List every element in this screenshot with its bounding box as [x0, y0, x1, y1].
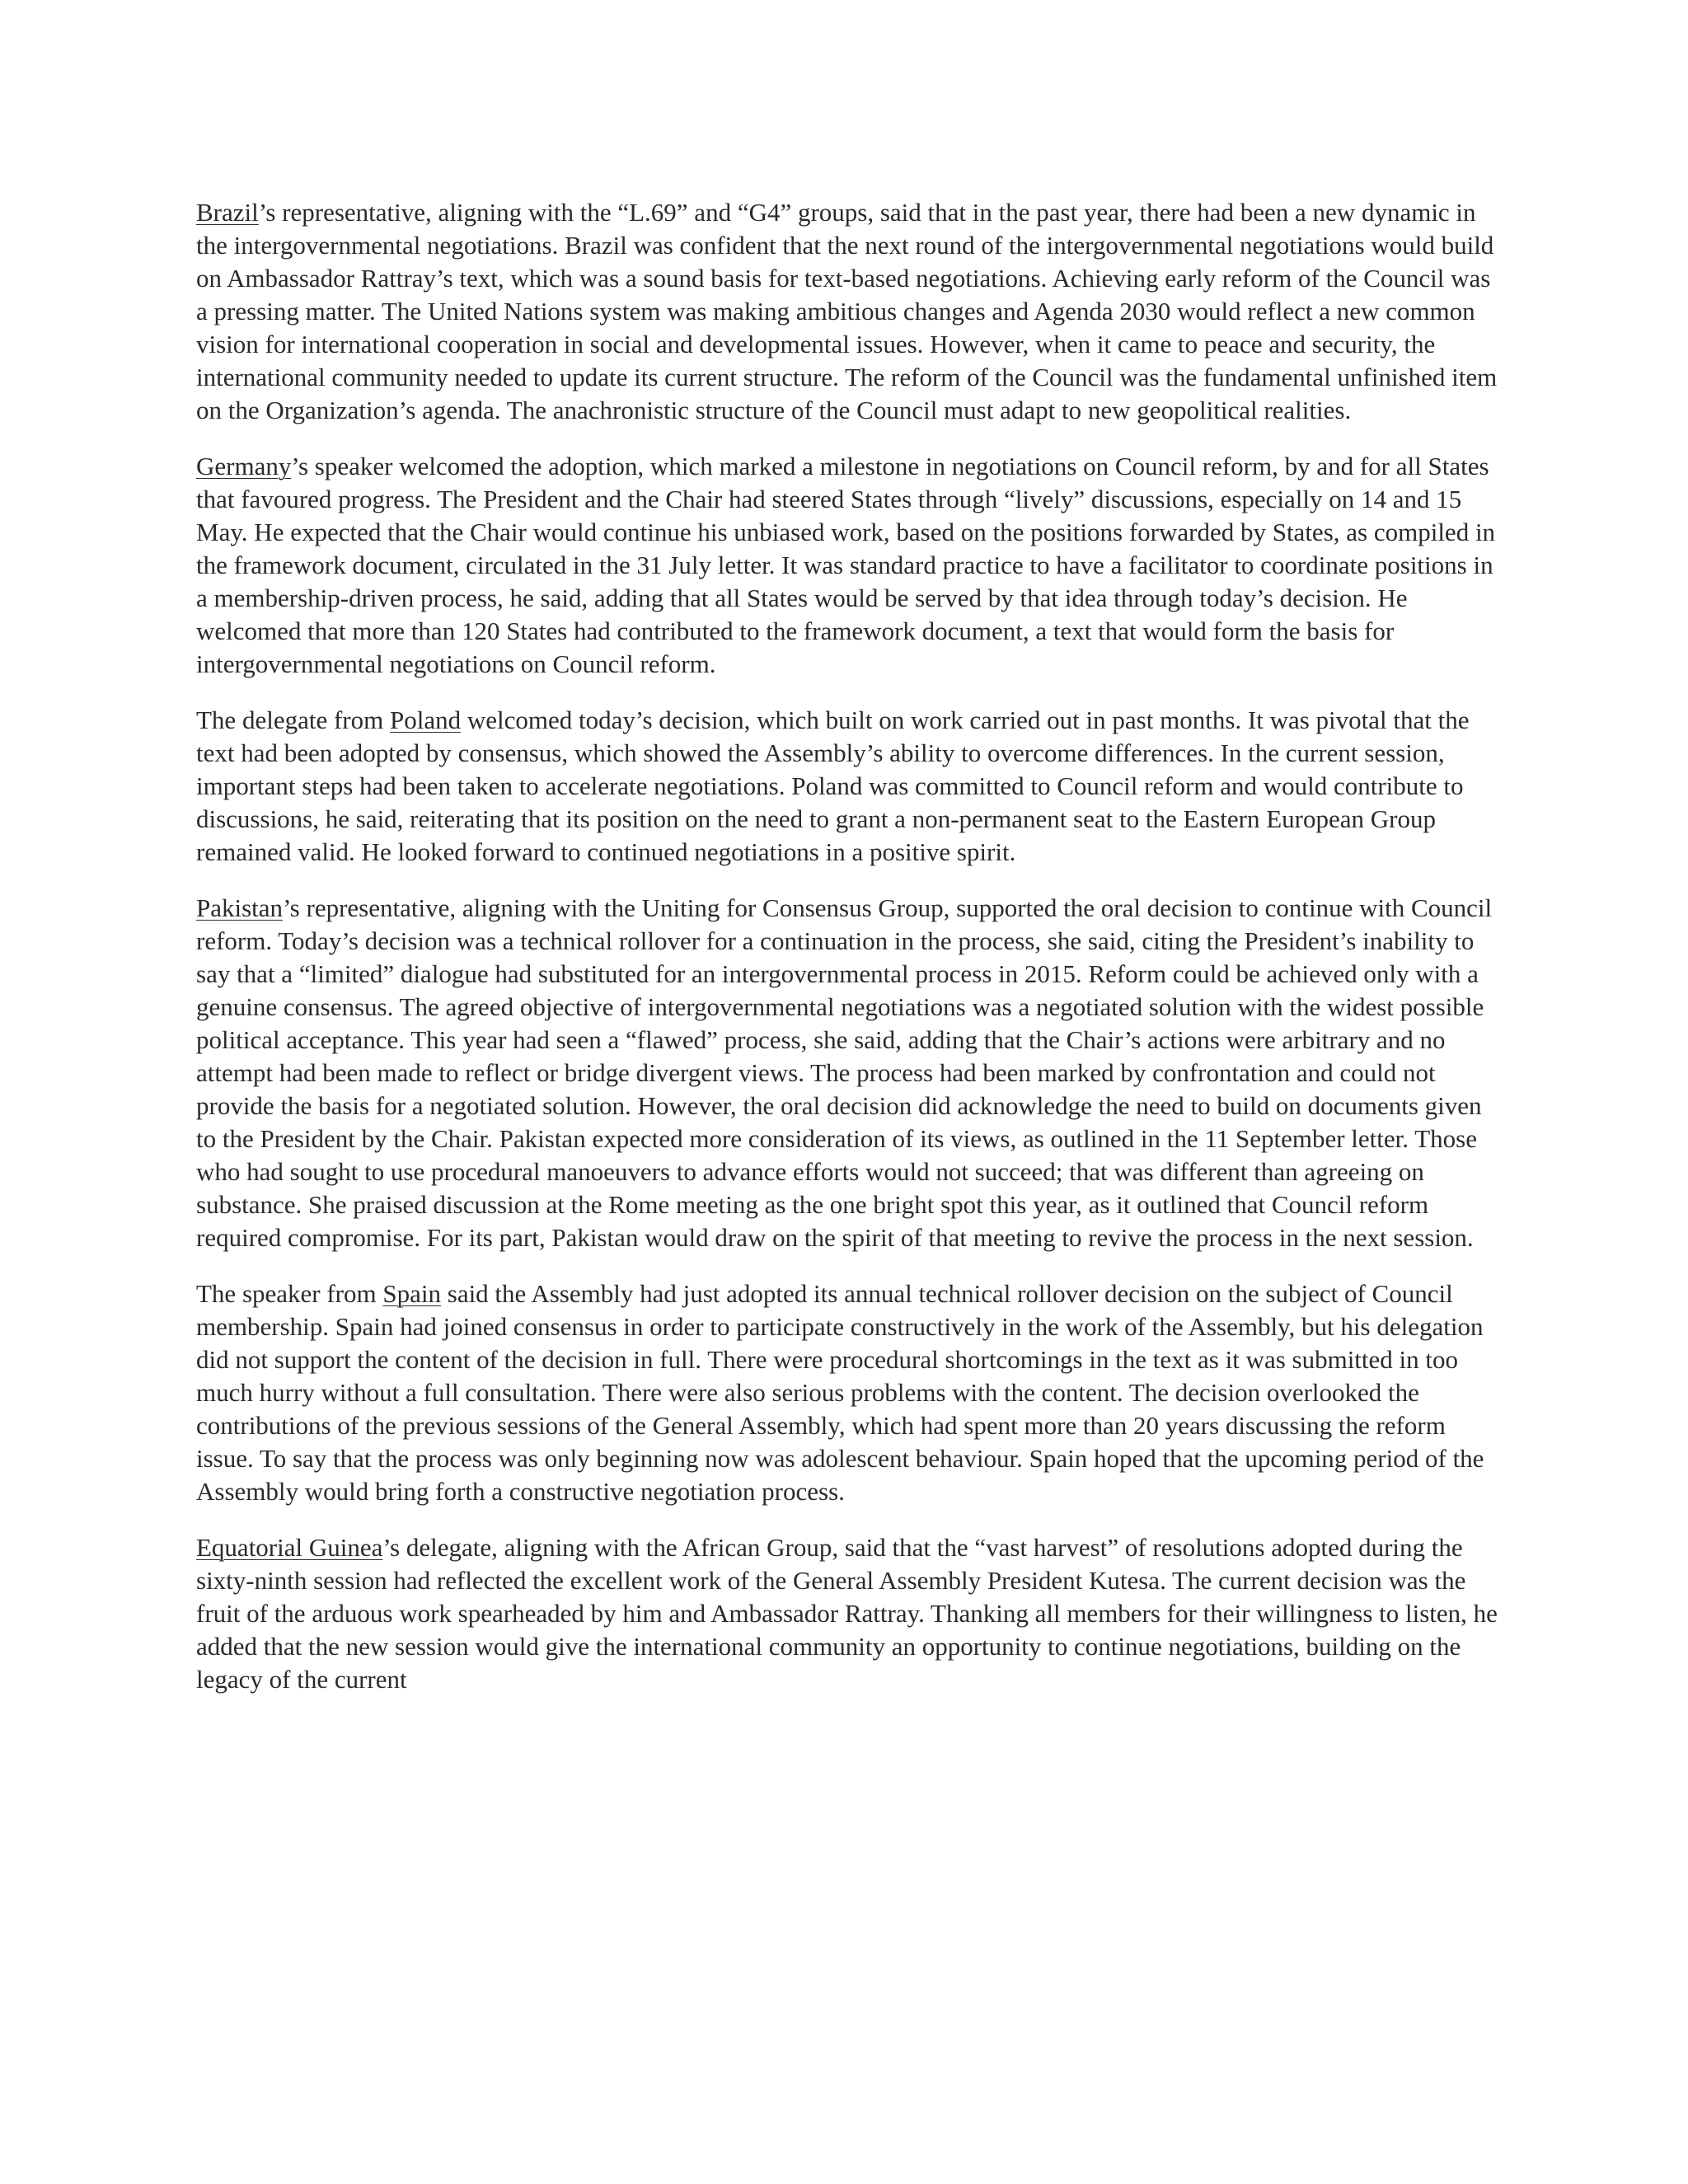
paragraph-equatorial-guinea [196, 1531, 1498, 1696]
paragraph-spain [196, 1277, 1498, 1508]
country-name-poland: Poland [389, 705, 462, 734]
paragraph-germany [196, 450, 1498, 681]
paragraph-body: ’s delegate, aligning with the African Group, said that the “vast harvest” of resolutions adopted during the sixty-ninth session had reflected the excellent work of the General Assembly President Kutesa. The current decision was the fruit of the arduous work spearheaded by him and Ambassador Rattray. Thanking all members for their willingness to listen, he added that the new session would give the international community an opportunity to continue negotiations, building on the legacy of the current [196, 1533, 1498, 1694]
paragraph-body: said the Assembly had just adopted its annual technical rollover decision on the subject of Council membership. Spain had joined consensus in order to participate constructively in the work of the Assembly, but his delegation did not support the content of the decision in full. There were procedural shortcomings in the text as it was submitted in too much hurry without a full consultation. There were also serious problems with the content. The decision overlooked the contributions of the previous sessions of the General Assembly, which had spent more than 20 years discussing the reform issue. To say that the process was only beginning now was adolescent behaviour. Spain hoped that the upcoming period of the Assembly would bring forth a constructive negotiation process. [196, 1279, 1484, 1506]
country-name-brazil: Brazil [196, 198, 259, 227]
paragraph-lead: The speaker from [196, 1279, 383, 1308]
country-name-germany: Germany [196, 452, 292, 480]
paragraph-lead: The delegate from [196, 705, 390, 734]
country-name-equatorial-guinea: Equatorial Guinea [196, 1533, 383, 1562]
paragraph-poland [196, 704, 1498, 869]
paragraph-body: welcomed today’s decision, which built on work carried out in past months. It was pivotal that the text had been adopted by consensus, which showed the Assembly’s ability to overcome differences. In the current session, important steps had been taken to accelerate negotiations. Poland was committed to Council reform and would contribute to discussions, he said, reiterating that its position on the need to grant a non-permanent seat to the Eastern European Group remained valid. He looked forward to continued negotiations in a positive spirit. [196, 705, 1470, 866]
country-name-spain: Spain [382, 1279, 441, 1308]
paragraph-body: ’s speaker welcomed the adoption, which marked a milestone in negotiations on Council reform, by and for all States that favoured progress. The President and the Chair had steered States through “lively” discussions, especially on 14 and 15 May. He expected that the Chair would continue his unbiased work, based on the positions forwarded by States, as compiled in the framework document, circulated in the 31 July letter. It was standard practice to have a facilitator to coordinate positions in a membership-driven process, he said, adding that all States would be served by that idea through today’s decision. He welcomed that more than 120 States had contributed to the framework document, a text that would form the basis for intergovernmental negotiations on Council reform. [196, 452, 1496, 678]
paragraph-body: ’s representative, aligning with the “L.69” and “G4” groups, said that in the past year, there had been a new dynamic in the intergovernmental negotiations. Brazil was confident that the next round of the intergovernmental negotiations would build on Ambassador Rattray’s text, which was a sound basis for text-based negotiations. Achieving early reform of the Council was a pressing matter. The United Nations system was making ambitious changes and Agenda 2030 would reflect a new common vision for international cooperation in social and developmental issues. However, when it came to peace and security, the international community needed to update its current structure. The reform of the Council was the fundamental unfinished item on the Organization’s agenda. The anachronistic structure of the Council must adapt to new geopolitical realities. [196, 198, 1498, 424]
document-page [196, 196, 1498, 1719]
paragraph-body: ’s representative, aligning with the Uniting for Consensus Group, supported the oral decision to continue with Council reform. Today’s decision was a technical rollover for a continuation in the process, she said, citing the President’s inability to say that a “limited” dialogue had substituted for an intergovernmental process in 2015. Reform could be achieved only with a genuine consensus. The agreed objective of intergovernmental negotiations was a negotiated solution with the widest possible political acceptance. This year had seen a “flawed” process, she said, adding that the Chair’s actions were arbitrary and no attempt had been made to reflect or bridge divergent views. The process had been marked by confrontation and could not provide the basis for a negotiated solution. However, the oral decision did acknowledge the need to build on documents given to the President by the Chair. Pakistan expected more consideration of its views, as outlined in the 11 September letter. Those who had sought to use procedural manoeuvers to advance efforts would not succeed; that was different than agreeing on substance. She praised discussion at the Rome meeting as the one bright spot this year, as it outlined that Council reform required compromise. For its part, Pakistan would draw on the spirit of that meeting to revive the process in the next session. [196, 893, 1493, 1252]
paragraph-pakistan [196, 892, 1498, 1254]
paragraph-brazil [196, 196, 1498, 427]
country-name-pakistan: Pakistan [196, 893, 284, 922]
